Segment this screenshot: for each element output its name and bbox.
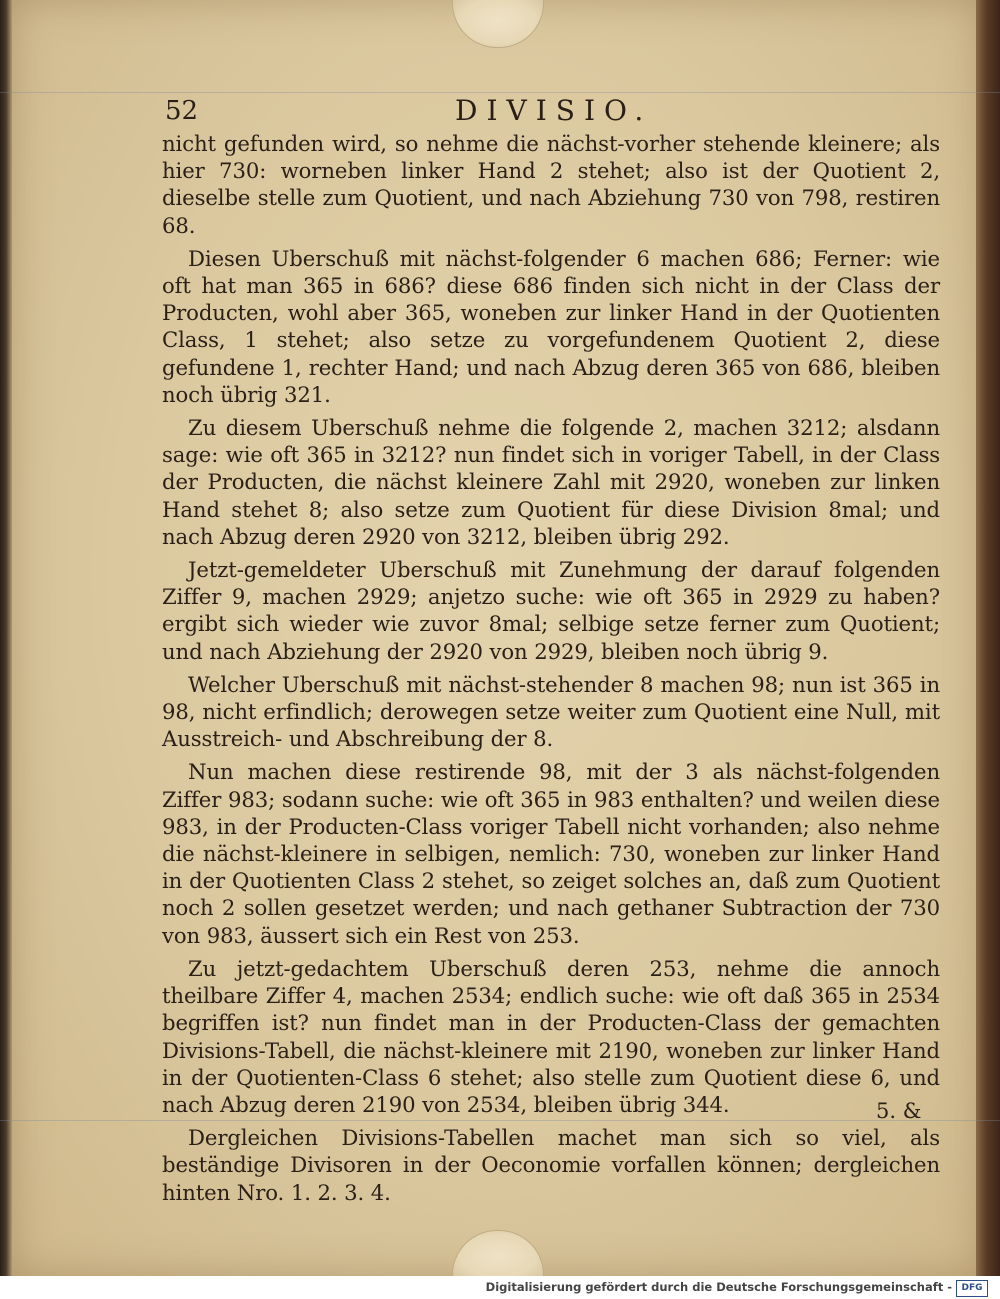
paragraph: nicht gefunden wird, so nehme die nächst-vorher stehende kleinere; als hier 730: worneben linker Hand 2 stehet; also ist der Quotient 2, dieselbe stelle zum Quotient, und nach Abziehung 730 von 798, restiren 68.: [162, 131, 940, 238]
paragraph: Zu diesem Uberschuß nehme die folgende 2, machen 3212; alsdann sage: wie oft 365 in 3212? nun findet sich in voriger Tabell, in der Class der Producten, die nächst kleinere Zahl mit 2920, woneben zur linken Hand stehet 8; also setze zum Quotient für diese Division 8mal; und nach Abzug deren 2920 von 3212, bleiben übrig 292.: [162, 415, 940, 549]
body-text: [162, 130, 940, 1212]
funding-credit: Digitalisierung gefördert durch die Deutsche Forschungsgemeinschaft -: [485, 1280, 952, 1294]
running-title: DIVISIO.: [455, 94, 653, 127]
dfg-logo-icon: DFG: [956, 1280, 988, 1297]
page-header: [165, 92, 885, 128]
page-number: 52: [165, 96, 199, 126]
paragraph: Nun machen diese restirende 98, mit der 3 als nächst-folgenden Ziffer 983; sodann suche: wie oft 365 in 983 enthalten? und weilen diese 983, in der Producten-Class voriger Tabell nicht vorhanden; also nehme die nächst-kleinere in selbigen, nemlich: 730, woneben zur linker Hand in der Quotienten Class 2 stehet, so zeiget solches an, daß zum Quotient noch 2 sollen gesetzet werden; und nach gethaner Subtraction der 730 von 983, äussert sich ein Rest von 253.: [162, 759, 940, 948]
paragraph: Welcher Uberschuß mit nächst-stehender 8 machen 98; nun ist 365 in 98, nicht erfindlich; derowegen setze weiter zum Quotient eine Null, mit Ausstreich- und Abschreibung der 8.: [162, 671, 940, 752]
paragraph: Diesen Uberschuß mit nächst-folgender 6 machen 686; Ferner: wie oft hat man 365 in 686? diese 686 finden sich nicht in der Class der Producten, wohl aber 365, woneben zur linker Hand in der Quotienten Class, 1 stehet; also setze zu vorgefundenem Quotient 2, diese gefundene 1, rechter Hand; und nach Abzug deren 365 von 686, bleiben noch übrig 321.: [162, 245, 940, 407]
digitization-footer: [0, 1276, 1000, 1299]
catchword: 5. &: [876, 1099, 922, 1123]
paragraph: Dergleichen Divisions-Tabellen machet man sich so viel, als beständige Divisoren in der Oeconomie vorfallen können; dergleichen hinten Nro. 1. 2. 3. 4.: [162, 1125, 940, 1205]
book-spine: [976, 0, 1000, 1276]
paragraph: Zu jetzt-gedachtem Uberschuß deren 253, nehme die annoch theilbare Ziffer 4, machen 2534; endlich suche: wie oft daß 365 in 2534 begriffen ist? nun findet man in der Producten-Class der gemachten Divisions-Tabell, die nächst-kleinere mit 2190, woneben zur linker Hand in der Quotienten-Class 6 stehet; also stelle zum Quotient diese 6, und nach Abzug deren 2190 von 2534, bleiben übrig 344.: [162, 955, 940, 1117]
paragraph: Jetzt-gemeldeter Uberschuß mit Zunehmung der darauf folgenden Ziffer 9, machen 2929; anjetzo suche: wie oft 365 in 2929 zu haben? ergibt sich wieder wie zuvor 8mal; selbige setze ferner zum Quotient; und nach Abziehung der 2920 von 2929, bleiben noch übrig 9.: [162, 557, 940, 664]
